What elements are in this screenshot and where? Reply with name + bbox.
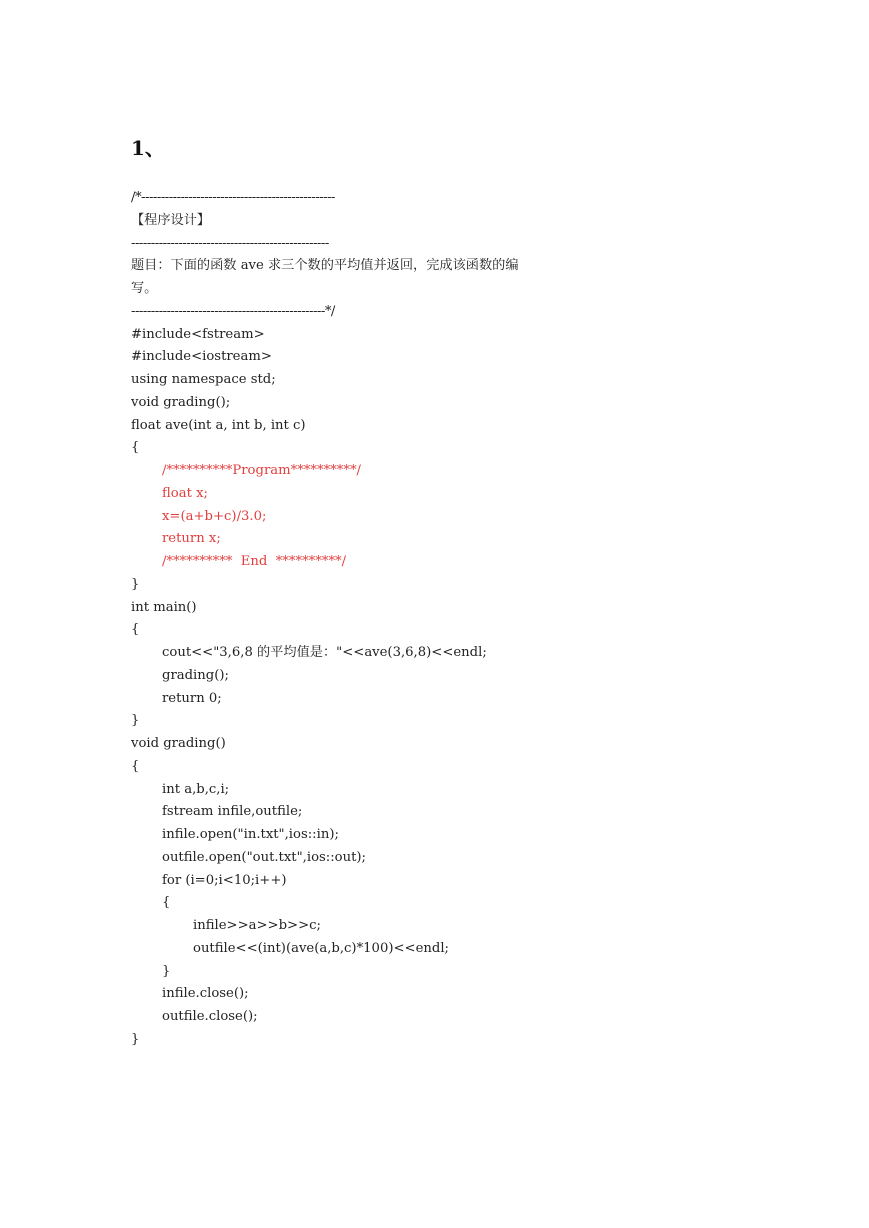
code-line-loop-read: infile>>a>>b>>c; bbox=[193, 918, 321, 933]
code-line-grading-open-brace: { bbox=[131, 758, 140, 774]
code-line-grading-for: for (i=0;i<10;i++) bbox=[162, 872, 287, 888]
code-line-main-grading-call: grading(); bbox=[162, 667, 229, 683]
code-line-grading-streams: fstream infile,outfile; bbox=[162, 804, 303, 820]
code-line-grading-close-brace: } bbox=[131, 1031, 140, 1047]
code-line-grading-open-infile: infile.open("in.txt",ios::in); bbox=[162, 827, 339, 842]
code-line-loop-open-brace: { bbox=[162, 895, 171, 911]
code-line-program-end-marker: /********** End **********/ bbox=[162, 554, 347, 569]
code-line-ave-close-brace: } bbox=[131, 576, 140, 592]
comment-open-line: /*------------------------------------------------- bbox=[131, 190, 335, 205]
code-line-outfile-close: outfile.close(); bbox=[162, 1009, 258, 1024]
code-line-loop-close-brace: } bbox=[162, 963, 171, 979]
code-line-grading-signature: void grading() bbox=[131, 736, 226, 751]
question-text: 题目：下面的函数 ave 求三个数的平均值并返回，完成该函数的编写。 bbox=[131, 258, 519, 296]
code-line-main-return: return 0; bbox=[162, 690, 222, 706]
code-line-include-iostream: #include<iostream> bbox=[131, 349, 272, 365]
code-line-main-signature: int main() bbox=[131, 599, 197, 615]
code-line-using-namespace: using namespace std; bbox=[131, 372, 276, 387]
comment-close-line: -------------------------------------------------*/ bbox=[131, 303, 335, 319]
code-line-answer-compute: x=(a+b+c)/3.0; bbox=[162, 508, 267, 524]
code-line-main-cout: cout<<"3,6,8 的平均值是："<<ave(3,6,8)<<endl; bbox=[162, 645, 487, 660]
code-line-grading-declaration: void grading(); bbox=[131, 394, 231, 410]
code-line-include-fstream: #include<fstream> bbox=[131, 326, 265, 342]
section-title: 【程序设计】 bbox=[131, 212, 211, 228]
code-line-grading-open-outfile: outfile.open("out.txt",ios::out); bbox=[162, 849, 366, 865]
code-listing bbox=[131, 187, 531, 1052]
comment-divider: -------------------------------------------------- bbox=[131, 235, 329, 251]
problem-number-heading: 1、 bbox=[131, 136, 165, 160]
code-line-main-close-brace: } bbox=[131, 713, 140, 729]
code-line-ave-open-brace: { bbox=[131, 440, 140, 456]
code-line-program-begin-marker: /**********Program**********/ bbox=[162, 463, 361, 478]
code-line-infile-close: infile.close(); bbox=[162, 986, 249, 1002]
code-line-ave-signature: float ave(int a, int b, int c) bbox=[131, 417, 306, 433]
code-line-main-open-brace: { bbox=[131, 622, 140, 638]
code-line-answer-declare: float x; bbox=[162, 485, 208, 501]
code-line-answer-return: return x; bbox=[162, 531, 221, 547]
code-line-loop-write: outfile<<(int)(ave(a,b,c)*100)<<endl; bbox=[193, 940, 449, 956]
code-line-grading-vars: int a,b,c,i; bbox=[162, 781, 230, 797]
